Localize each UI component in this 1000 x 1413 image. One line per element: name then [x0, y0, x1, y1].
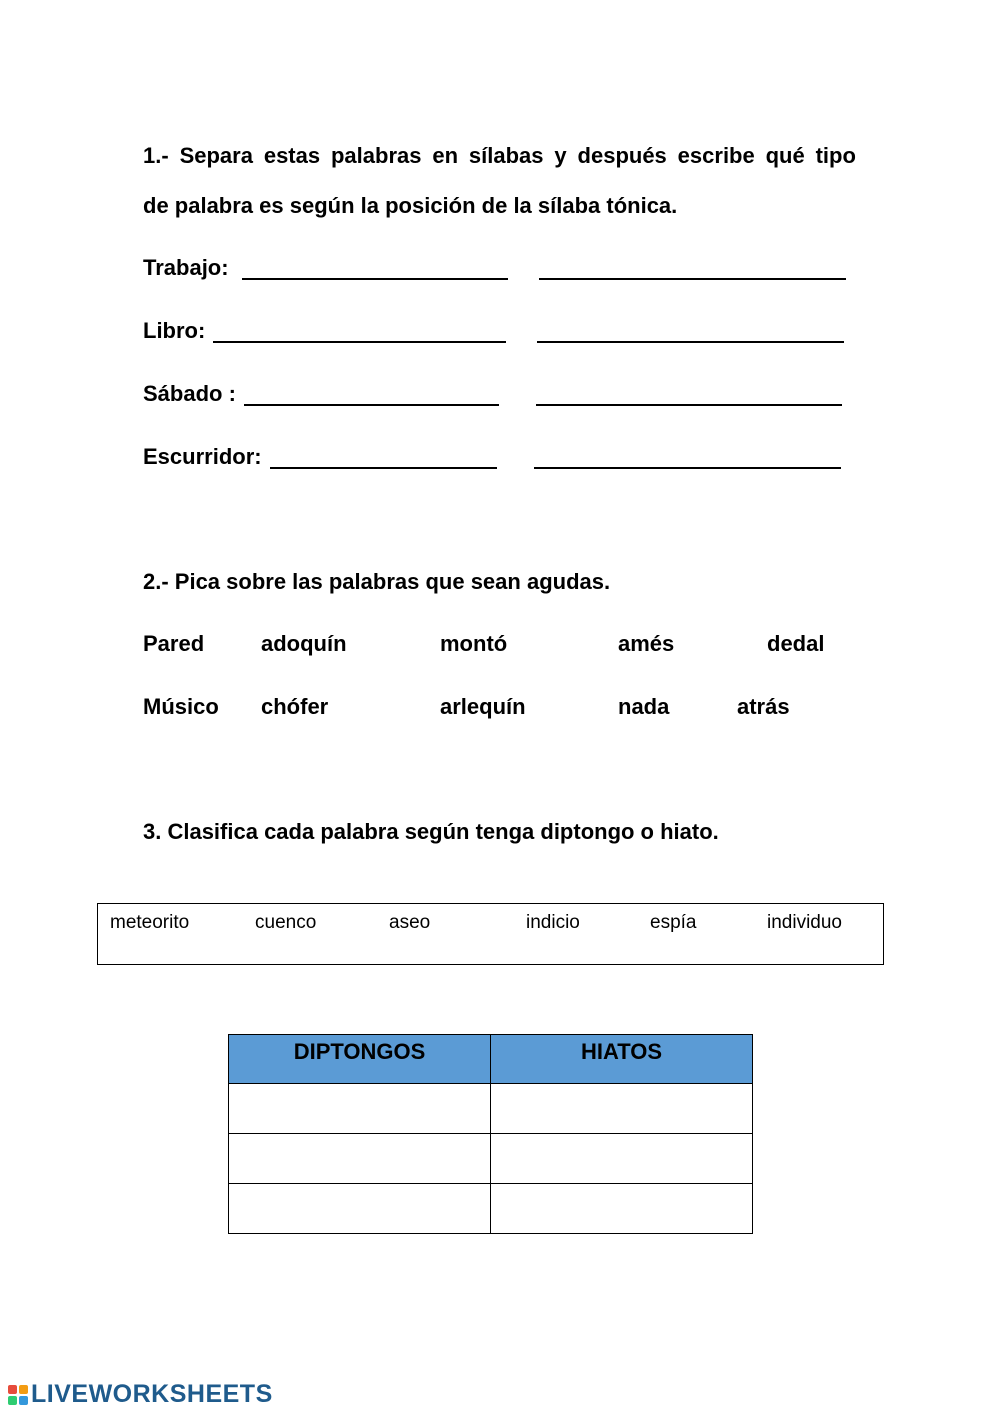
table-row	[229, 1084, 753, 1134]
hiatos-header: HIATOS	[491, 1035, 753, 1084]
instruction-word: 1.-	[143, 143, 169, 168]
word-bank-item[interactable]: meteorito	[110, 912, 190, 933]
word-type-answer-input[interactable]	[536, 404, 842, 406]
word-bank-item[interactable]: aseo	[389, 912, 431, 933]
instruction-word: después	[577, 143, 667, 168]
exercise1-instruction-line2: de palabra es según la posición de la sílaba tónica.	[143, 193, 678, 218]
choice-word-arlequin[interactable]: arlequín	[440, 694, 526, 719]
logo-square	[8, 1385, 17, 1394]
word-bank-item[interactable]: espía	[650, 912, 697, 933]
syllable-answer-input[interactable]	[244, 404, 499, 406]
syllable-row-label: Escurridor:	[143, 444, 262, 469]
choice-word-nada[interactable]: nada	[618, 694, 670, 719]
exercise1-instruction-line1	[143, 143, 856, 169]
exercise2-instruction: 2.- Pica sobre las palabras que sean agudas.	[143, 569, 611, 594]
instruction-word: escribe	[677, 143, 755, 168]
logo-square	[19, 1385, 28, 1394]
word-bank-item[interactable]: individuo	[767, 912, 842, 933]
hiato-drop-cell[interactable]	[491, 1084, 753, 1134]
diptongo-drop-cell[interactable]	[229, 1134, 491, 1184]
diptongo-drop-cell[interactable]	[229, 1084, 491, 1134]
logo-square	[8, 1396, 17, 1405]
instruction-word: y	[554, 143, 567, 168]
choice-word-chofer[interactable]: chófer	[261, 694, 329, 719]
choice-word-ames[interactable]: amés	[618, 631, 675, 656]
choice-word-adoquin[interactable]: adoquín	[261, 631, 347, 656]
instruction-word: en	[432, 143, 459, 168]
logo-mark-icon	[8, 1385, 28, 1405]
instruction-word: qué	[765, 143, 805, 168]
instruction-word: Separa	[179, 143, 253, 168]
hiato-drop-cell[interactable]	[491, 1184, 753, 1234]
word-type-answer-input[interactable]	[537, 341, 844, 343]
choice-word-musico[interactable]: Músico	[143, 694, 219, 719]
instruction-word: tipo	[815, 143, 856, 168]
exercise3-instruction: 3. Clasifica cada palabra según tenga diptongo o hiato.	[143, 819, 719, 844]
logo-square	[19, 1396, 28, 1405]
word-bank-item[interactable]: cuenco	[255, 912, 317, 933]
syllable-row-label: Sábado :	[143, 381, 236, 406]
syllable-answer-input[interactable]	[213, 341, 506, 343]
word-bank-item[interactable]: indicio	[526, 912, 580, 933]
classification-table	[228, 1034, 753, 1234]
syllable-row-label: Trabajo:	[143, 255, 229, 280]
word-type-answer-input[interactable]	[539, 278, 846, 280]
instruction-word: sílabas	[468, 143, 544, 168]
diptongos-header: DIPTONGOS	[229, 1035, 491, 1084]
liveworksheets-logo	[8, 1380, 273, 1409]
choice-word-monto[interactable]: montó	[440, 631, 508, 656]
hiato-drop-cell[interactable]	[491, 1134, 753, 1184]
diptongo-drop-cell[interactable]	[229, 1184, 491, 1234]
choice-word-dedal[interactable]: dedal	[767, 631, 825, 656]
choice-word-atras[interactable]: atrás	[737, 694, 790, 719]
syllable-answer-input[interactable]	[242, 278, 508, 280]
word-bank-box	[97, 903, 884, 965]
syllable-answer-input[interactable]	[270, 467, 497, 469]
logo-brand-text: LIVEWORKSHEETS	[31, 1380, 273, 1408]
table-row	[229, 1134, 753, 1184]
instruction-word: estas	[263, 143, 321, 168]
table-row	[229, 1184, 753, 1234]
instruction-word: palabras	[330, 143, 422, 168]
word-type-answer-input[interactable]	[534, 467, 841, 469]
choice-word-pared[interactable]: Pared	[143, 631, 205, 656]
syllable-row-label: Libro:	[143, 318, 206, 343]
